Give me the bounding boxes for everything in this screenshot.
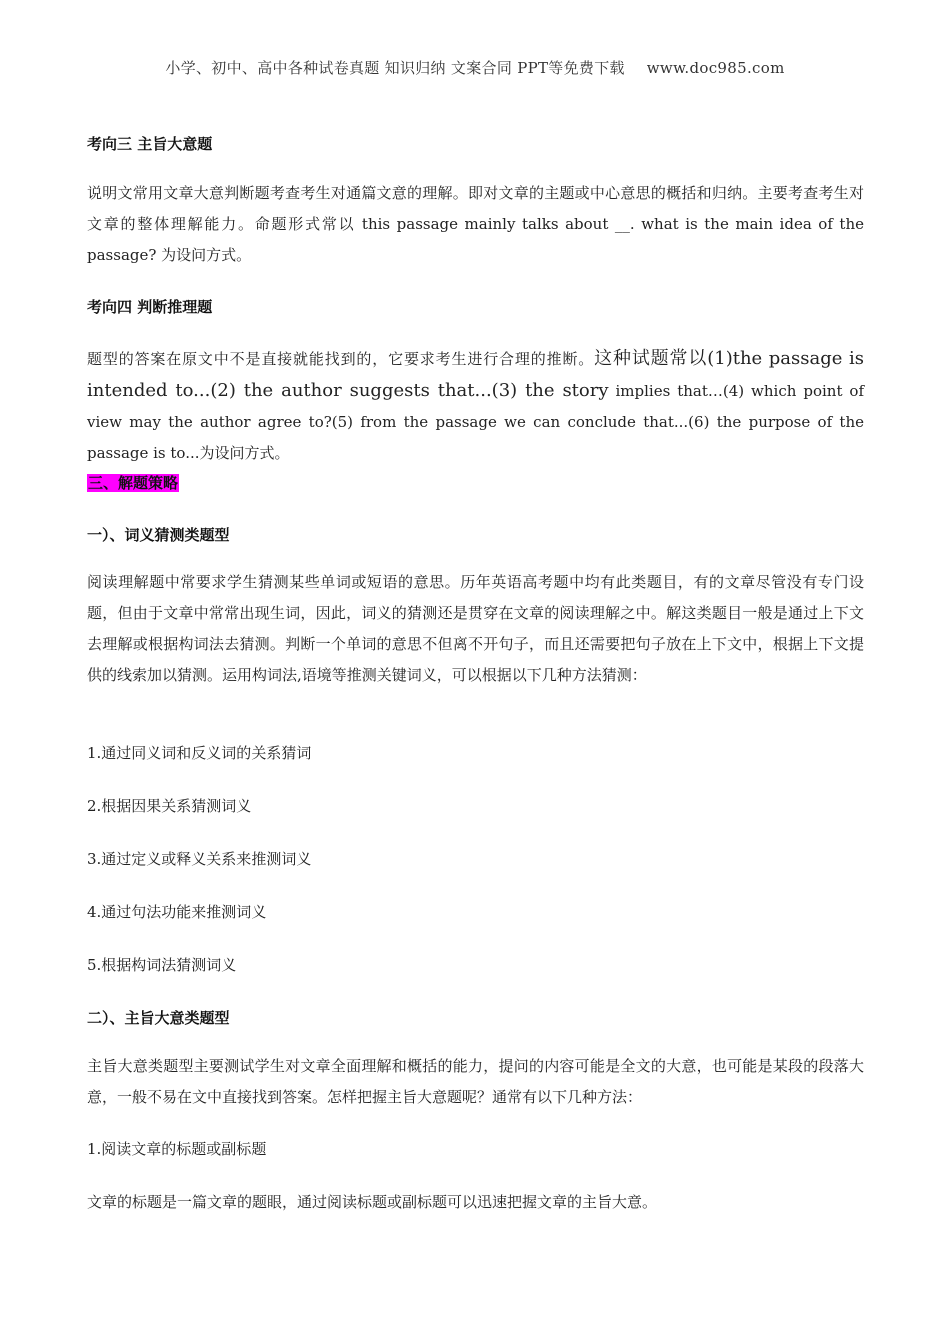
part-1-item-2: 2.根据因果关系猜测词义	[87, 797, 252, 815]
part-2-item-1-body: 文章的标题是一篇文章的题眼，通过阅读标题或副标题可以迅速把握文章的主旨大意。	[87, 1193, 658, 1211]
strategy-title	[87, 472, 179, 493]
page-header	[0, 57, 950, 78]
part-1-title: 一）、词义猜测类题型	[87, 526, 230, 544]
section-4-body	[87, 343, 864, 469]
part-1-item-5: 5.根据构词法猜测词义	[87, 956, 237, 974]
section-4-body-c: implies that…(4) which point of view may the author agree to?(5) from the passage we can conclude that...(6) the purpose of the passage is to...为设问方式。	[87, 382, 864, 462]
section-4-body-a: 题型的答案在原文中不是直接就能找到的，它要求考生进行合理的推断。	[87, 350, 595, 368]
part-2-body: 主旨大意类题型主要测试学生对文章全面理解和概括的能力，提问的内容可能是全文的大意，也可能是某段的段落大意，一般不易在文中直接找到答案。怎样把握主旨大意题呢？通常有以下几种方法：	[87, 1057, 864, 1106]
section-3-body: 说明文常用文章大意判断题考查考生对通篇文意的理解。即对文章的主题或中心意思的概括和归纳。主要考查考生对文章的整体理解能力。命题形式常以 this passage mainly talks about __. what is the main idea of the passage? 为设问方式。	[87, 184, 864, 264]
part-1-item-4: 4.通过句法功能来推测词义	[87, 903, 267, 921]
part-1-item-1: 1.通过同义词和反义词的关系猜词	[87, 744, 312, 762]
section-3-title: 考向三 主旨大意题	[87, 135, 213, 153]
part-1-body: 阅读理解题中常要求学生猜测某些单词或短语的意思。历年英语高考题中均有此类题目，有的文章尽管没有专门设题，但由于文章中常常出现生词，因此，词义的猜测还是贯穿在文章的阅读理解之中。解这类题目一般是通过上下文去理解或根据构词法去猜测。判断一个单词的意思不但离不开句子，而且还需要把句子放在上下文中，根据上下文提供的线索加以猜测。运用构词法,语境等推测关键词义，可以根据以下几种方法猜测：	[87, 573, 864, 684]
part-2-title: 二）、主旨大意类题型	[87, 1009, 230, 1027]
section-4-title: 考向四 判断推理题	[87, 298, 213, 316]
section-4-body-b: 这种试题常以(1)the passage is intended to...(2) the author suggests that...(3) the story	[87, 348, 864, 401]
part-1-item-3: 3.通过定义或释义关系来推测词义	[87, 850, 312, 868]
header-text: 小学、初中、高中各种试卷真题 知识归纳 文案合同 PPT等免费下载	[165, 59, 625, 77]
strategy-title-highlight: 三、解题策略	[88, 474, 179, 492]
part-2-item-1: 1.阅读文章的标题或副标题	[87, 1140, 267, 1158]
header-site: www.doc985.com	[646, 59, 785, 77]
